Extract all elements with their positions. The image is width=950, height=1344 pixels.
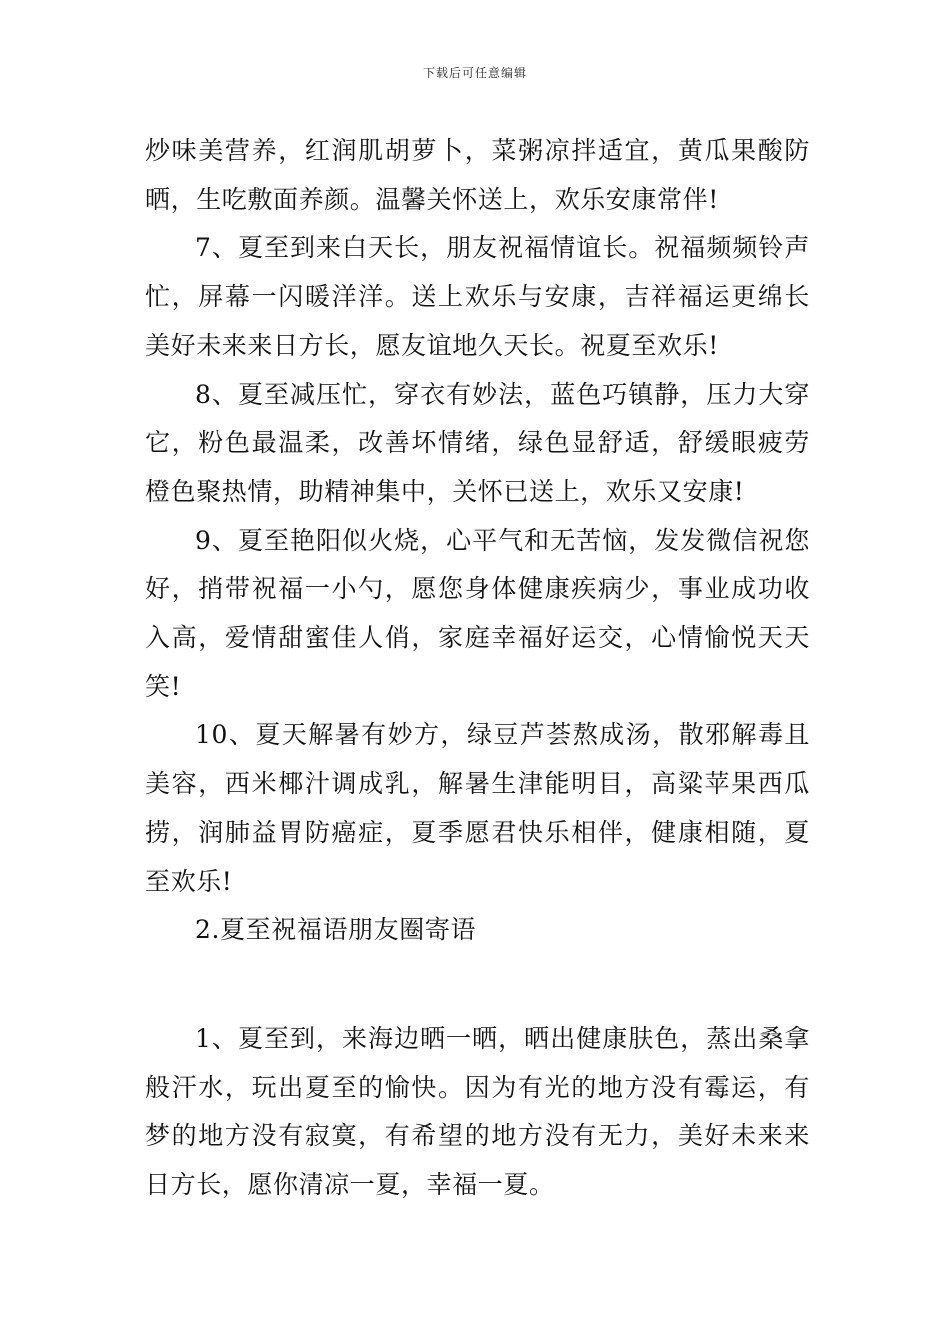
section-spacer: [145, 955, 810, 1015]
paragraph-8: 8、夏至减压忙，穿衣有妙法，蓝色巧镇静，压力大穿它，粉色最温柔，改善坏情绪，绿色显舒适，舒缓眼疲劳橙色聚热情，助精神集中，关怀已送上，欢乐又安康!: [145, 379, 810, 506]
header-note: 下载后可任意编辑: [422, 66, 527, 80]
paragraph-10: 10、夏天解暑有妙方，绿豆芦荟熬成汤，散邪解毒且美容，西米椰汁调成乳，解暑生津能明目，高粱苹果西瓜捞，润肺益胃防癌症，夏季愿君快乐相伴，健康相随，夏至欢乐!: [145, 720, 810, 896]
paragraph-9: 9、夏至艳阳似火烧，心平气和无苦恼，发发微信祝您好，捎带祝福一小勺，愿您身体健康疾病少，事业成功收入高，爱情甜蜜佳人俏，家庭幸福好运交，心情愉悦天天笑!: [145, 525, 810, 701]
paragraph-7: 7、夏至到来白天长，朋友祝福情谊长。祝福频频铃声忙，屏幕一闪暖洋洋。送上欢乐与安康，吉祥福运更绵长美好未来来日方长，愿友谊地久天长。祝夏至欢乐!: [145, 233, 810, 360]
section-paragraph-1: 1、夏至到，来海边晒一晒，晒出健康肤色，蒸出桑拿般汗水，玩出夏至的愉快。因为有光的地方没有霉运，有梦的地方没有寂寞，有希望的地方没有无力，美好未来来日方长，愿你清凉一夏，幸福一夏。: [145, 1023, 810, 1200]
section-heading: 2.夏至祝福语朋友圈寄语: [195, 915, 477, 945]
document-body: [145, 127, 810, 1210]
paragraph-continued: 炒味美营养，红润肌胡萝卜，菜粥凉拌适宜，黄瓜果酸防晒，生吃敷面养颜。温馨关怀送上，欢乐安康常伴!: [145, 136, 810, 214]
